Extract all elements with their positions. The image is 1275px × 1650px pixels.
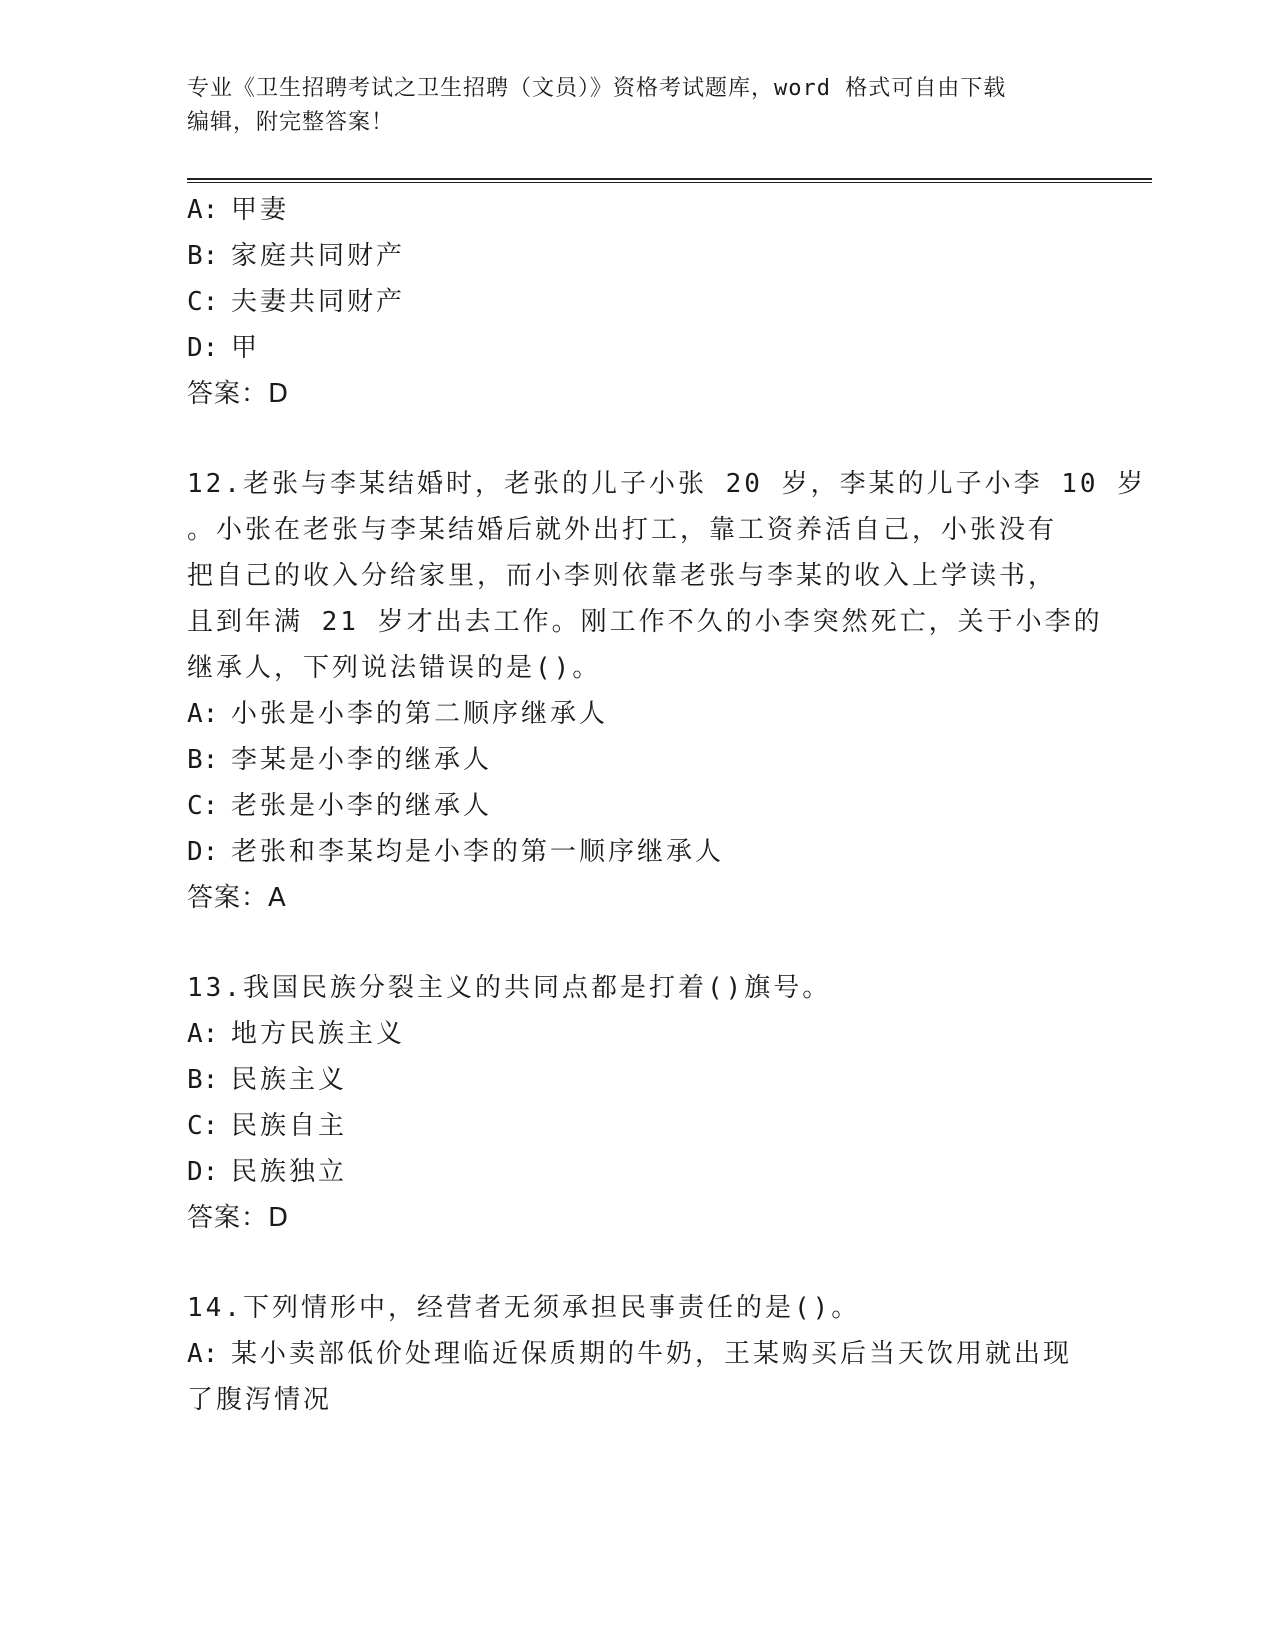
question-12 [187, 461, 1147, 921]
option-a [187, 1011, 1087, 1057]
option-a [187, 691, 1087, 737]
option-text: 李某是小李的继承人 [231, 745, 493, 775]
spacer [187, 1241, 1087, 1285]
option-a [187, 1331, 1087, 1377]
option-key: C: [187, 1111, 219, 1141]
option-b [187, 233, 1087, 279]
option-key: C: [187, 287, 219, 317]
question-11-continued [187, 187, 1087, 417]
option-text: 甲妻 [231, 195, 290, 225]
option-text: 夫妻共同财产 [231, 287, 406, 317]
option-key: D: [187, 333, 219, 363]
answer-line: 答案：D [187, 379, 290, 409]
question-stem-line: 把自己的收入分给家里，而小李则依靠老张与李某的收入上学读书， [187, 561, 1058, 591]
question-stem-line: 12.老张与李某结婚时，老张的儿子小张 20 岁，李某的儿子小李 10 岁 [187, 469, 1147, 499]
option-d [187, 325, 1087, 371]
option-c [187, 1103, 1087, 1149]
option-c [187, 279, 1087, 325]
answer-line: 答案：D [187, 1203, 290, 1233]
spacer [187, 417, 1087, 461]
document-header [187, 72, 1067, 140]
option-text: 甲 [231, 333, 261, 363]
option-b [187, 1057, 1087, 1103]
option-key: B: [187, 1065, 219, 1095]
header-line-2: 编辑，附完整答案！ [187, 110, 395, 135]
option-text: 民族主义 [231, 1065, 348, 1095]
spacer [187, 921, 1087, 965]
option-key: A: [187, 195, 219, 225]
header-divider [187, 178, 1152, 183]
question-list [187, 187, 1147, 1423]
option-key: B: [187, 241, 219, 271]
option-text: 小张是小李的第二顺序继承人 [231, 699, 609, 729]
option-text: 老张和李某均是小李的第一顺序继承人 [231, 837, 725, 867]
option-text: 某小卖部低价处理临近保质期的牛奶，王某购买后当天饮用就出现 [231, 1339, 1073, 1369]
option-a [187, 187, 1087, 233]
question-stem-line: 且到年满 21 岁才出去工作。刚工作不久的小李突然死亡，关于小李的 [187, 607, 1103, 637]
option-text: 地方民族主义 [231, 1019, 406, 1049]
option-text: 老张是小李的继承人 [231, 791, 493, 821]
option-text: 民族独立 [231, 1157, 348, 1187]
option-d [187, 1149, 1087, 1195]
option-key: A: [187, 1019, 219, 1049]
option-b [187, 737, 1087, 783]
question-stem-line: 继承人，下列说法错误的是()。 [187, 653, 602, 683]
option-key: C: [187, 791, 219, 821]
option-key: A: [187, 1339, 219, 1369]
answer-line: 答案：A [187, 883, 287, 913]
option-key: D: [187, 837, 219, 867]
question-stem-line: 14.下列情形中，经营者无须承担民事责任的是()。 [187, 1293, 861, 1323]
header-line-1: 专业《卫生招聘考试之卫生招聘（文员）》资格考试题库，word 格式可自由下载 [187, 76, 1007, 101]
option-key: A: [187, 699, 219, 729]
option-d [187, 829, 1087, 875]
option-key: D: [187, 1157, 219, 1187]
question-13 [187, 965, 1087, 1241]
option-c [187, 783, 1087, 829]
question-stem-line: 13.我国民族分裂主义的共同点都是打着()旗号。 [187, 973, 832, 1003]
question-14 [187, 1285, 1087, 1423]
option-text: 家庭共同财产 [231, 241, 406, 271]
option-a-continuation: 了腹泻情况 [187, 1385, 333, 1415]
question-stem-line: 。小张在老张与李某结婚后就外出打工，靠工资养活自己，小张没有 [187, 515, 1058, 545]
option-key: B: [187, 745, 219, 775]
option-text: 民族自主 [231, 1111, 348, 1141]
